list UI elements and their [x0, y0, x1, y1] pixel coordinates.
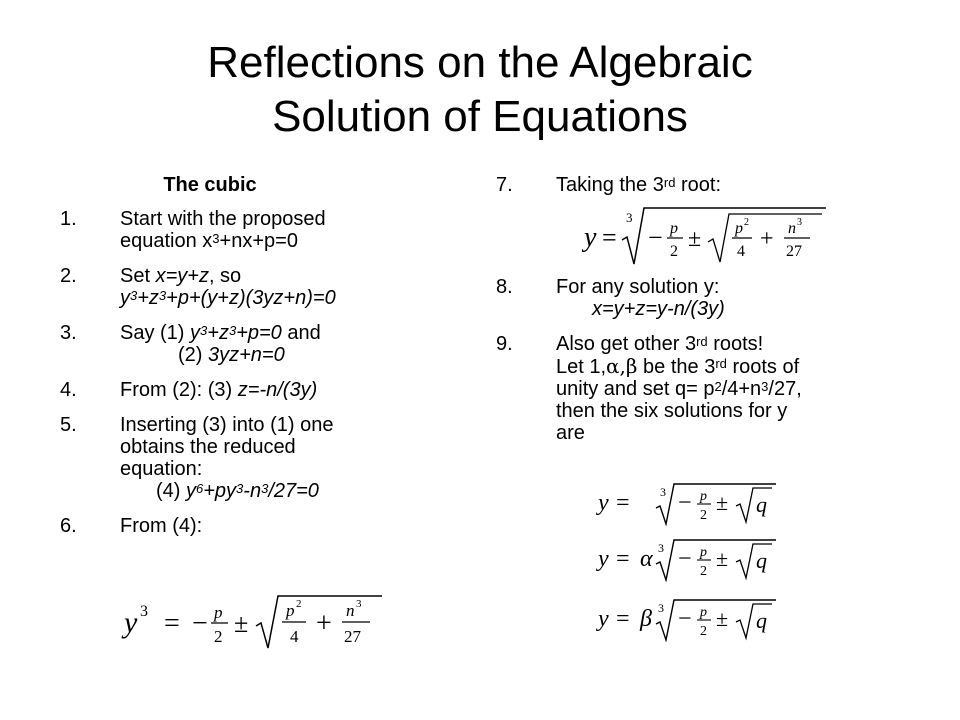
- svg-text:2: 2: [744, 217, 749, 228]
- item-number: 1.: [60, 208, 77, 230]
- item-number: 5.: [60, 414, 77, 436]
- svg-text:=: =: [164, 608, 180, 639]
- svg-text:n: n: [788, 220, 796, 237]
- list-item: [60, 414, 460, 502]
- svg-text:3: 3: [626, 210, 633, 225]
- title-line-2: Solution of Equations: [272, 92, 688, 141]
- formula-solution-2: [596, 538, 796, 582]
- svg-text:4: 4: [290, 627, 299, 646]
- title-line-1: Reflections on the Algebraic: [207, 38, 753, 87]
- list-item: [496, 174, 936, 196]
- item-text: root:: [675, 174, 721, 196]
- item-formula: x=y+z=y-n/(3y): [592, 298, 725, 320]
- svg-text:=: =: [616, 606, 630, 632]
- item-text: Let 1,: [556, 356, 607, 378]
- svg-text:n: n: [346, 601, 355, 620]
- svg-text:−: −: [678, 490, 692, 516]
- item-number: 3.: [60, 322, 77, 344]
- svg-text:2: 2: [296, 598, 302, 610]
- item-formula: $y^3+z^3+p=0$: [190, 322, 282, 344]
- svg-text:2: 2: [700, 564, 707, 579]
- superscript: 2: [714, 379, 722, 394]
- svg-text:27: 27: [344, 627, 361, 646]
- svg-text:−: −: [678, 546, 692, 572]
- svg-text:β: β: [640, 606, 652, 632]
- svg-text:−: −: [648, 223, 663, 252]
- formula-solution-1: [596, 482, 796, 526]
- list-item: [60, 515, 460, 537]
- item-number: 8.: [496, 276, 513, 298]
- item-text: roots of: [726, 356, 800, 378]
- item-number: 4.: [60, 379, 77, 401]
- svg-text:y: y: [124, 606, 138, 639]
- item-formula: z=-n/(3y): [237, 379, 318, 401]
- svg-text:2: 2: [700, 624, 707, 639]
- svg-text:−: −: [192, 608, 208, 639]
- item-text: Inserting (3) into (1) one: [120, 414, 334, 436]
- formula-y3: [120, 592, 390, 652]
- item-text: be the 3: [637, 356, 716, 378]
- svg-text:±: ±: [234, 609, 249, 638]
- item-number: 2.: [60, 265, 77, 287]
- svg-text:α: α: [640, 546, 653, 572]
- list-item: [60, 265, 460, 309]
- superscript: 3: [212, 231, 220, 246]
- item-text: /4+n: [721, 378, 762, 400]
- item-text: From (2): (3): [120, 379, 238, 401]
- formula-solution-3: [596, 598, 796, 642]
- svg-text:2: 2: [214, 627, 223, 646]
- svg-text:±: ±: [716, 490, 729, 515]
- svg-text:=: =: [602, 223, 617, 252]
- svg-text:3: 3: [356, 598, 362, 610]
- svg-text:p: p: [700, 489, 707, 504]
- item-text: Also get other 3: [556, 333, 697, 355]
- item-number: 9.: [496, 333, 513, 355]
- formula-cube-root: [582, 204, 832, 268]
- svg-text:p: p: [735, 220, 743, 237]
- item-number: 6.: [60, 515, 77, 537]
- svg-text:−: −: [678, 606, 692, 632]
- slide-title: [0, 36, 960, 144]
- list-item: [60, 322, 460, 366]
- item-text: Set: [120, 265, 156, 287]
- item-text: Say (1): [120, 322, 191, 344]
- item-text: Taking the 3: [556, 174, 664, 196]
- item-text: are: [556, 422, 585, 444]
- svg-text:=: =: [616, 546, 630, 572]
- item-number: 7.: [496, 174, 513, 196]
- svg-text:p: p: [214, 603, 223, 622]
- item-indent: (2) 3yz+n=0: [178, 344, 285, 366]
- item-text: From (4):: [120, 515, 203, 537]
- item-text: α,β: [606, 354, 638, 378]
- item-indent: (4) $y^6+py^3-n^3/27=0$: [156, 480, 319, 502]
- superscript: rd: [663, 175, 676, 190]
- superscript: 3: [761, 379, 769, 394]
- item-text: unity and set q= p: [556, 378, 715, 400]
- svg-text:±: ±: [716, 606, 729, 631]
- svg-text:3: 3: [658, 541, 664, 555]
- item-text: For any solution y:: [556, 276, 720, 298]
- list-item: [60, 379, 460, 401]
- svg-text:q: q: [756, 492, 767, 517]
- superscript: rd: [696, 334, 708, 349]
- svg-text:3: 3: [658, 601, 664, 615]
- svg-text:p: p: [286, 601, 295, 620]
- svg-text:2: 2: [670, 243, 678, 260]
- svg-text:+: +: [316, 608, 332, 639]
- left-column: [60, 174, 460, 550]
- item-text: +nx+p=0: [219, 230, 298, 252]
- item-text: , so: [208, 265, 242, 287]
- svg-text:3: 3: [660, 485, 666, 499]
- item-text: equation:: [120, 458, 203, 480]
- section-heading: The cubic: [163, 174, 257, 196]
- svg-text:+: +: [760, 226, 774, 252]
- svg-text:3: 3: [797, 217, 802, 228]
- list-item: [496, 276, 936, 320]
- svg-text:3: 3: [140, 603, 148, 620]
- svg-text:p: p: [700, 605, 707, 620]
- svg-text:2: 2: [700, 508, 707, 523]
- item-text: Start with the proposed: [120, 208, 326, 230]
- svg-text:y: y: [584, 222, 597, 253]
- svg-text:y: y: [598, 490, 609, 516]
- item-text: obtains the reduced: [120, 436, 296, 458]
- item-text: and: [281, 322, 321, 344]
- svg-text:27: 27: [786, 243, 802, 260]
- svg-text:±: ±: [688, 226, 702, 252]
- svg-text:y: y: [598, 606, 609, 632]
- superscript: rd: [715, 356, 727, 371]
- item-text: equation x: [120, 230, 213, 252]
- svg-text:y: y: [598, 546, 609, 572]
- list-item: [496, 333, 936, 444]
- svg-text:q: q: [756, 608, 767, 633]
- list-item: [60, 208, 460, 252]
- item-formula: $y^3+z^3+p+(y+z)(3yz+n)=0$: [120, 287, 336, 309]
- item-text: /27,: [768, 378, 802, 400]
- svg-text:±: ±: [716, 546, 729, 571]
- item-text: then the six solutions for y: [556, 400, 788, 422]
- svg-text:p: p: [670, 220, 678, 237]
- svg-text:q: q: [756, 548, 767, 573]
- item-text: x=y+z: [155, 265, 209, 287]
- svg-text:=: =: [616, 490, 630, 516]
- svg-text:p: p: [700, 545, 707, 560]
- svg-text:4: 4: [737, 243, 745, 260]
- item-text: roots!: [707, 333, 764, 355]
